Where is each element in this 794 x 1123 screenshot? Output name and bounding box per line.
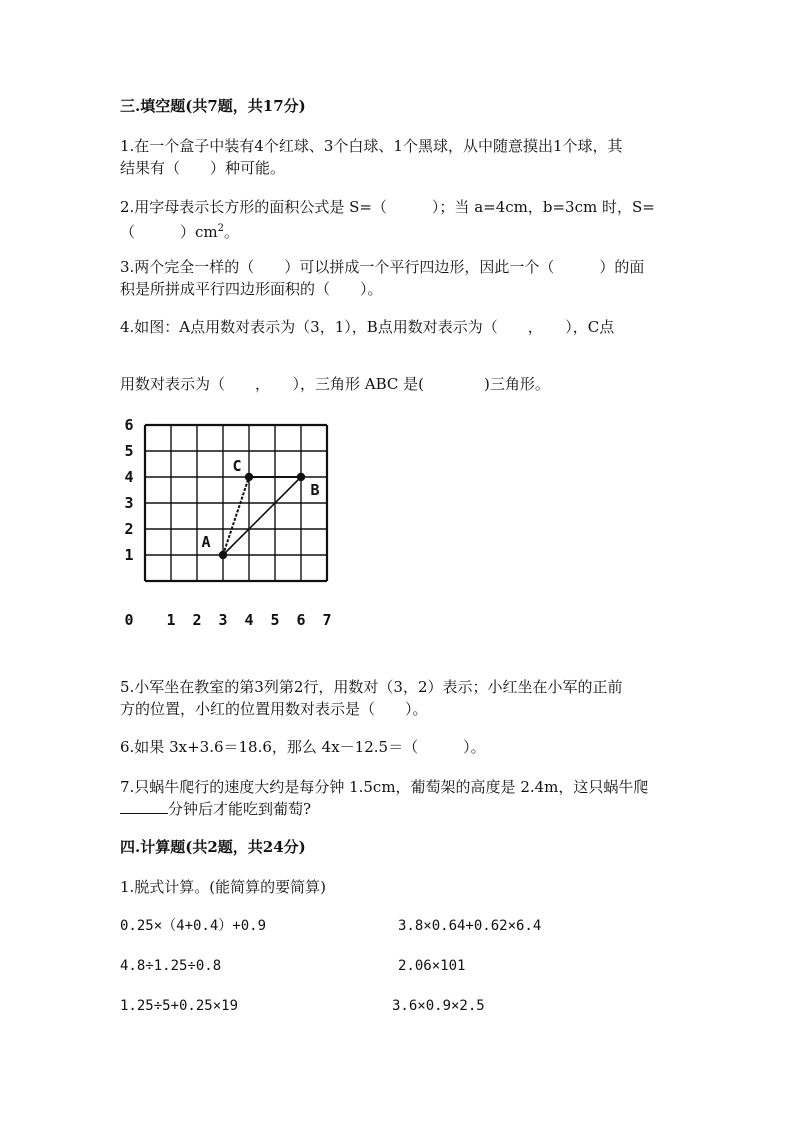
question-1-line-2: 结果有（ ）种可能。 [120, 159, 286, 177]
question-2-answer-text: （ ）cm [120, 223, 218, 241]
triangle-abc [223, 477, 301, 555]
section4-heading: 四.计算题(共2题，共24分) [120, 838, 306, 856]
y-axis-tick-label: 3 [124, 494, 134, 512]
question-2-superscript: 2 [217, 223, 225, 234]
question-7-line-2 [120, 799, 311, 819]
calc-question-1-title: 1.脱式计算。(能简算的要简算) [120, 878, 327, 896]
question-3-line-1: 3.两个完全一样的（ ）可以拼成一个平行四边形，因此一个（ ）的面 [120, 258, 645, 276]
x-axis-tick-label: 6 [296, 611, 306, 629]
question-3-line-2: 积是所拼成平行四边形面积的（ ）。 [120, 280, 383, 298]
x-axis-tick-label: 0 [124, 611, 134, 629]
section3-heading: 三.填空题(共7题，共17分) [120, 97, 306, 115]
y-axis-tick-label: 1 [124, 546, 134, 564]
expr-row-1-right: 3.8×0.64+0.62×6.4 [398, 918, 542, 934]
y-axis-tick-label: 6 [124, 416, 134, 434]
point-c [245, 473, 253, 481]
question-4-line-2: 用数对表示为（ ， ），三角形 ABC 是( )三角形。 [120, 375, 550, 393]
x-axis-tick-label: 7 [322, 611, 332, 629]
expr-row-1-left: 0.25×（4+0.4）+0.9 [120, 918, 267, 934]
x-axis-tick-label: 5 [270, 611, 280, 629]
y-axis-tick-label: 4 [124, 468, 134, 486]
question-5-line-1: 5.小军坐在教室的第3列第2行，用数对（3，2）表示；小红坐在小军的正前 [120, 678, 623, 696]
question-2-period: 。 [224, 223, 240, 241]
point-b [297, 473, 305, 481]
point-label-c: C [232, 457, 242, 475]
question-6-line-1: 6.如果 3x+3.6＝18.6，那么 4x－12.5＝（ ）。 [120, 738, 486, 756]
question-7-line-1: 7.只蜗牛爬行的速度大约是每分钟 1.5cm，葡萄架的高度是 2.4m，这只蜗牛爬 [120, 778, 649, 796]
question-4-line-1: 4.如图：A点用数对表示为（3，1），B点用数对表示为（ ， ），C点 [120, 318, 615, 336]
side-ac [223, 477, 249, 555]
grid-points [201, 457, 319, 559]
question-2-line-2 [120, 219, 239, 242]
x-axis-tick-label: 2 [192, 611, 202, 629]
coordinate-grid-figure [118, 416, 348, 636]
expr-row-3-left: 1.25÷5+0.25×19 [120, 998, 239, 1014]
question-1-line-1: 1.在一个盒子中装有4个红球、3个白球、1个黑球，从中随意摸出1个球，其 [120, 137, 623, 155]
grid-lines [145, 425, 327, 581]
question-7-answer-blank [120, 799, 168, 814]
side-ab [223, 477, 301, 555]
expr-row-2-right: 2.06×101 [398, 958, 466, 974]
expr-row-2-left: 4.8÷1.25÷0.8 [120, 958, 222, 974]
point-a [219, 551, 227, 559]
x-axis-tick-label: 1 [166, 611, 176, 629]
x-axis-tick-label: 3 [218, 611, 228, 629]
question-7-line-2-text: 分钟后才能吃到葡萄? [168, 800, 312, 818]
y-axis-tick-label: 2 [124, 520, 134, 538]
question-2-line-1: 2.用字母表示长方形的面积公式是 S=（ ）；当 a=4cm，b=3cm 时，S= [120, 198, 655, 216]
point-label-a: A [201, 533, 211, 551]
x-axis-tick-label: 4 [244, 611, 254, 629]
y-axis-tick-label: 5 [124, 442, 134, 460]
point-label-b: B [310, 481, 320, 499]
expr-row-3-right: 3.6×0.9×2.5 [392, 998, 485, 1014]
question-5-line-2: 方的位置，小红的位置用数对表示是（ ）。 [120, 700, 428, 718]
